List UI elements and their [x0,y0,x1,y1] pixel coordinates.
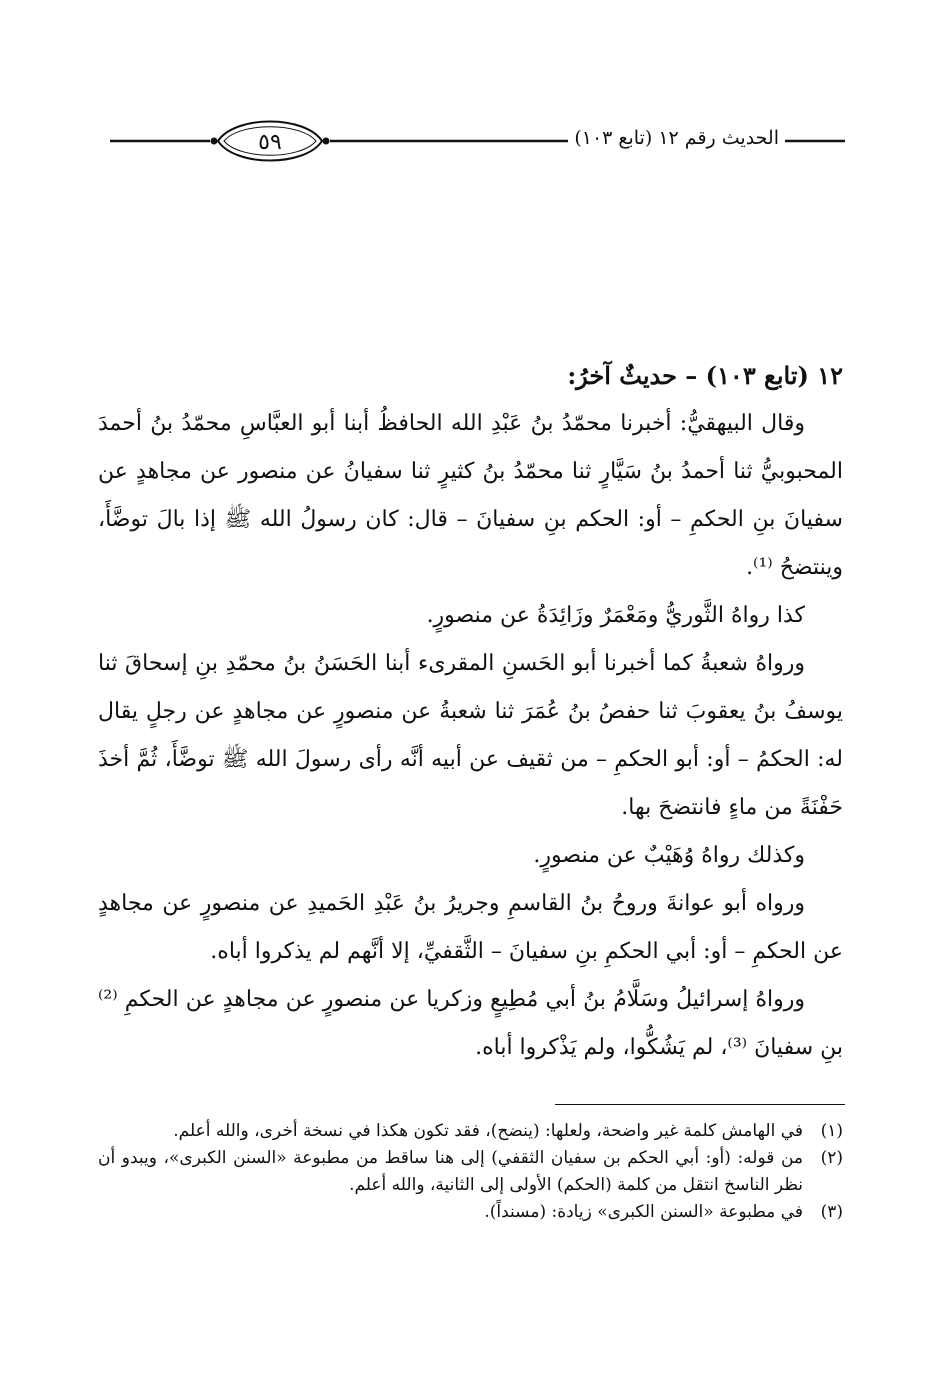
page-number: ٥٩ [258,130,282,155]
paragraph-1: وقال البيهقيُّ: أخبرنا محمّدُ بنُ عَبْدِ الله الحافظُ أبنا أبو العبَّاسِ محمّدُ بنُ أحمدَ المحبوبيُّ ثنا أحمدُ بنُ سَيَّارٍ ثنا محمّدُ بنُ كثيرٍ ثنا سفيانُ عن منصور عن مجاهدٍ عن سفيانَ بنِ الحكمِ – أو: الحكم بنِ سفيانَ – قال: كان رسولُ الله ﷺ إذا بالَ توضَّأَ، وينتضحُ ⁽¹⁾. [98,411,843,580]
paragraph-3: ورواهُ شعبةُ كما أخبرنا أبو الحَسنِ المقرىء أبنا الحَسَنُ بنُ محمّدِ بنِ إسحاقَ ثنا يوسفُ بنُ يعقوبَ ثنا حفصُ بنُ عُمَرَ ثنا شعبةُ عن منصورٍ عن مجاهدٍ عن رجلٍ يقال له: الحكمُ – أو: أبو الحكمِ – من ثقيف عن أبيه أنَّه رأى رسولَ الله ﷺ توضَّأَ، ثُمَّ أخذَ حَفْنَةً من ماءٍ فانتضحَ بها. [98,651,843,820]
footnote-text: في الهامش كلمة غير واضحة، ولعلها: (ينضح)، فقد تكون هكذا في نسخة أخرى، والله أعلم. [173,1121,803,1141]
running-head: الحديث رقم ١٢ (تابع ١٠٣) [568,127,785,149]
page-header [110,110,845,172]
footnote-text: من قوله: (أو: أبي الحكم بن سفيان الثقفي) إلى هنا ساقط من مطبوعة «السنن الكبرى»، ويبدو أن نظر الناسخ انتقل من كلمة (الحكم) الأولى إلى الثانية، والله أعلم. [98,1148,803,1195]
footnote-2 [98,1145,843,1199]
paragraph-6: ورواهُ إسرائيلُ وسَلَّامُ بنُ أبي مُطِيعٍ وزكريا عن منصورٍ عن مجاهدٍ عن الحكمِ ⁽²⁾ بنِ سفيانَ ⁽³⁾، لم يَشُكُّوا، ولم يَذْكروا أباه. [98,987,843,1060]
paragraph-2: كذا رواهُ الثَّوريُّ ومَعْمَرٌ وزَائِدَةُ عن منصورٍ. [426,603,805,628]
footnote-divider [555,1104,845,1105]
footnote-1 [98,1118,843,1145]
main-text [98,352,843,1072]
paragraph-5: ورواه أبو عوانةَ وروحُ بنُ القاسمِ وجريرُ بنُ عَبْدِ الحَميدِ عن منصورٍ عن مجاهدٍ عن الحكمِ – أو: أبي الحكمِ بنِ سفيانَ – الثَّقفيِّ، إلا أنَّهم لم يذكروا أباه. [98,891,843,964]
hadith-heading: ١٢ (تابع ١٠٣) – حديثٌ آخرُ: [567,361,843,390]
footnote-text: في مطبوعة «السنن الكبرى» زيادة: (مسنداً). [484,1202,803,1222]
footnote-number: (٢) [820,1148,843,1168]
footnote-number: (١) [820,1121,843,1141]
footnote-number: (٣) [820,1202,843,1222]
footnote-3 [98,1199,843,1226]
paragraph-4: وكذلك رواهُ وُهَيْبٌ عن منصورٍ. [533,843,805,868]
footnotes [98,1118,843,1226]
